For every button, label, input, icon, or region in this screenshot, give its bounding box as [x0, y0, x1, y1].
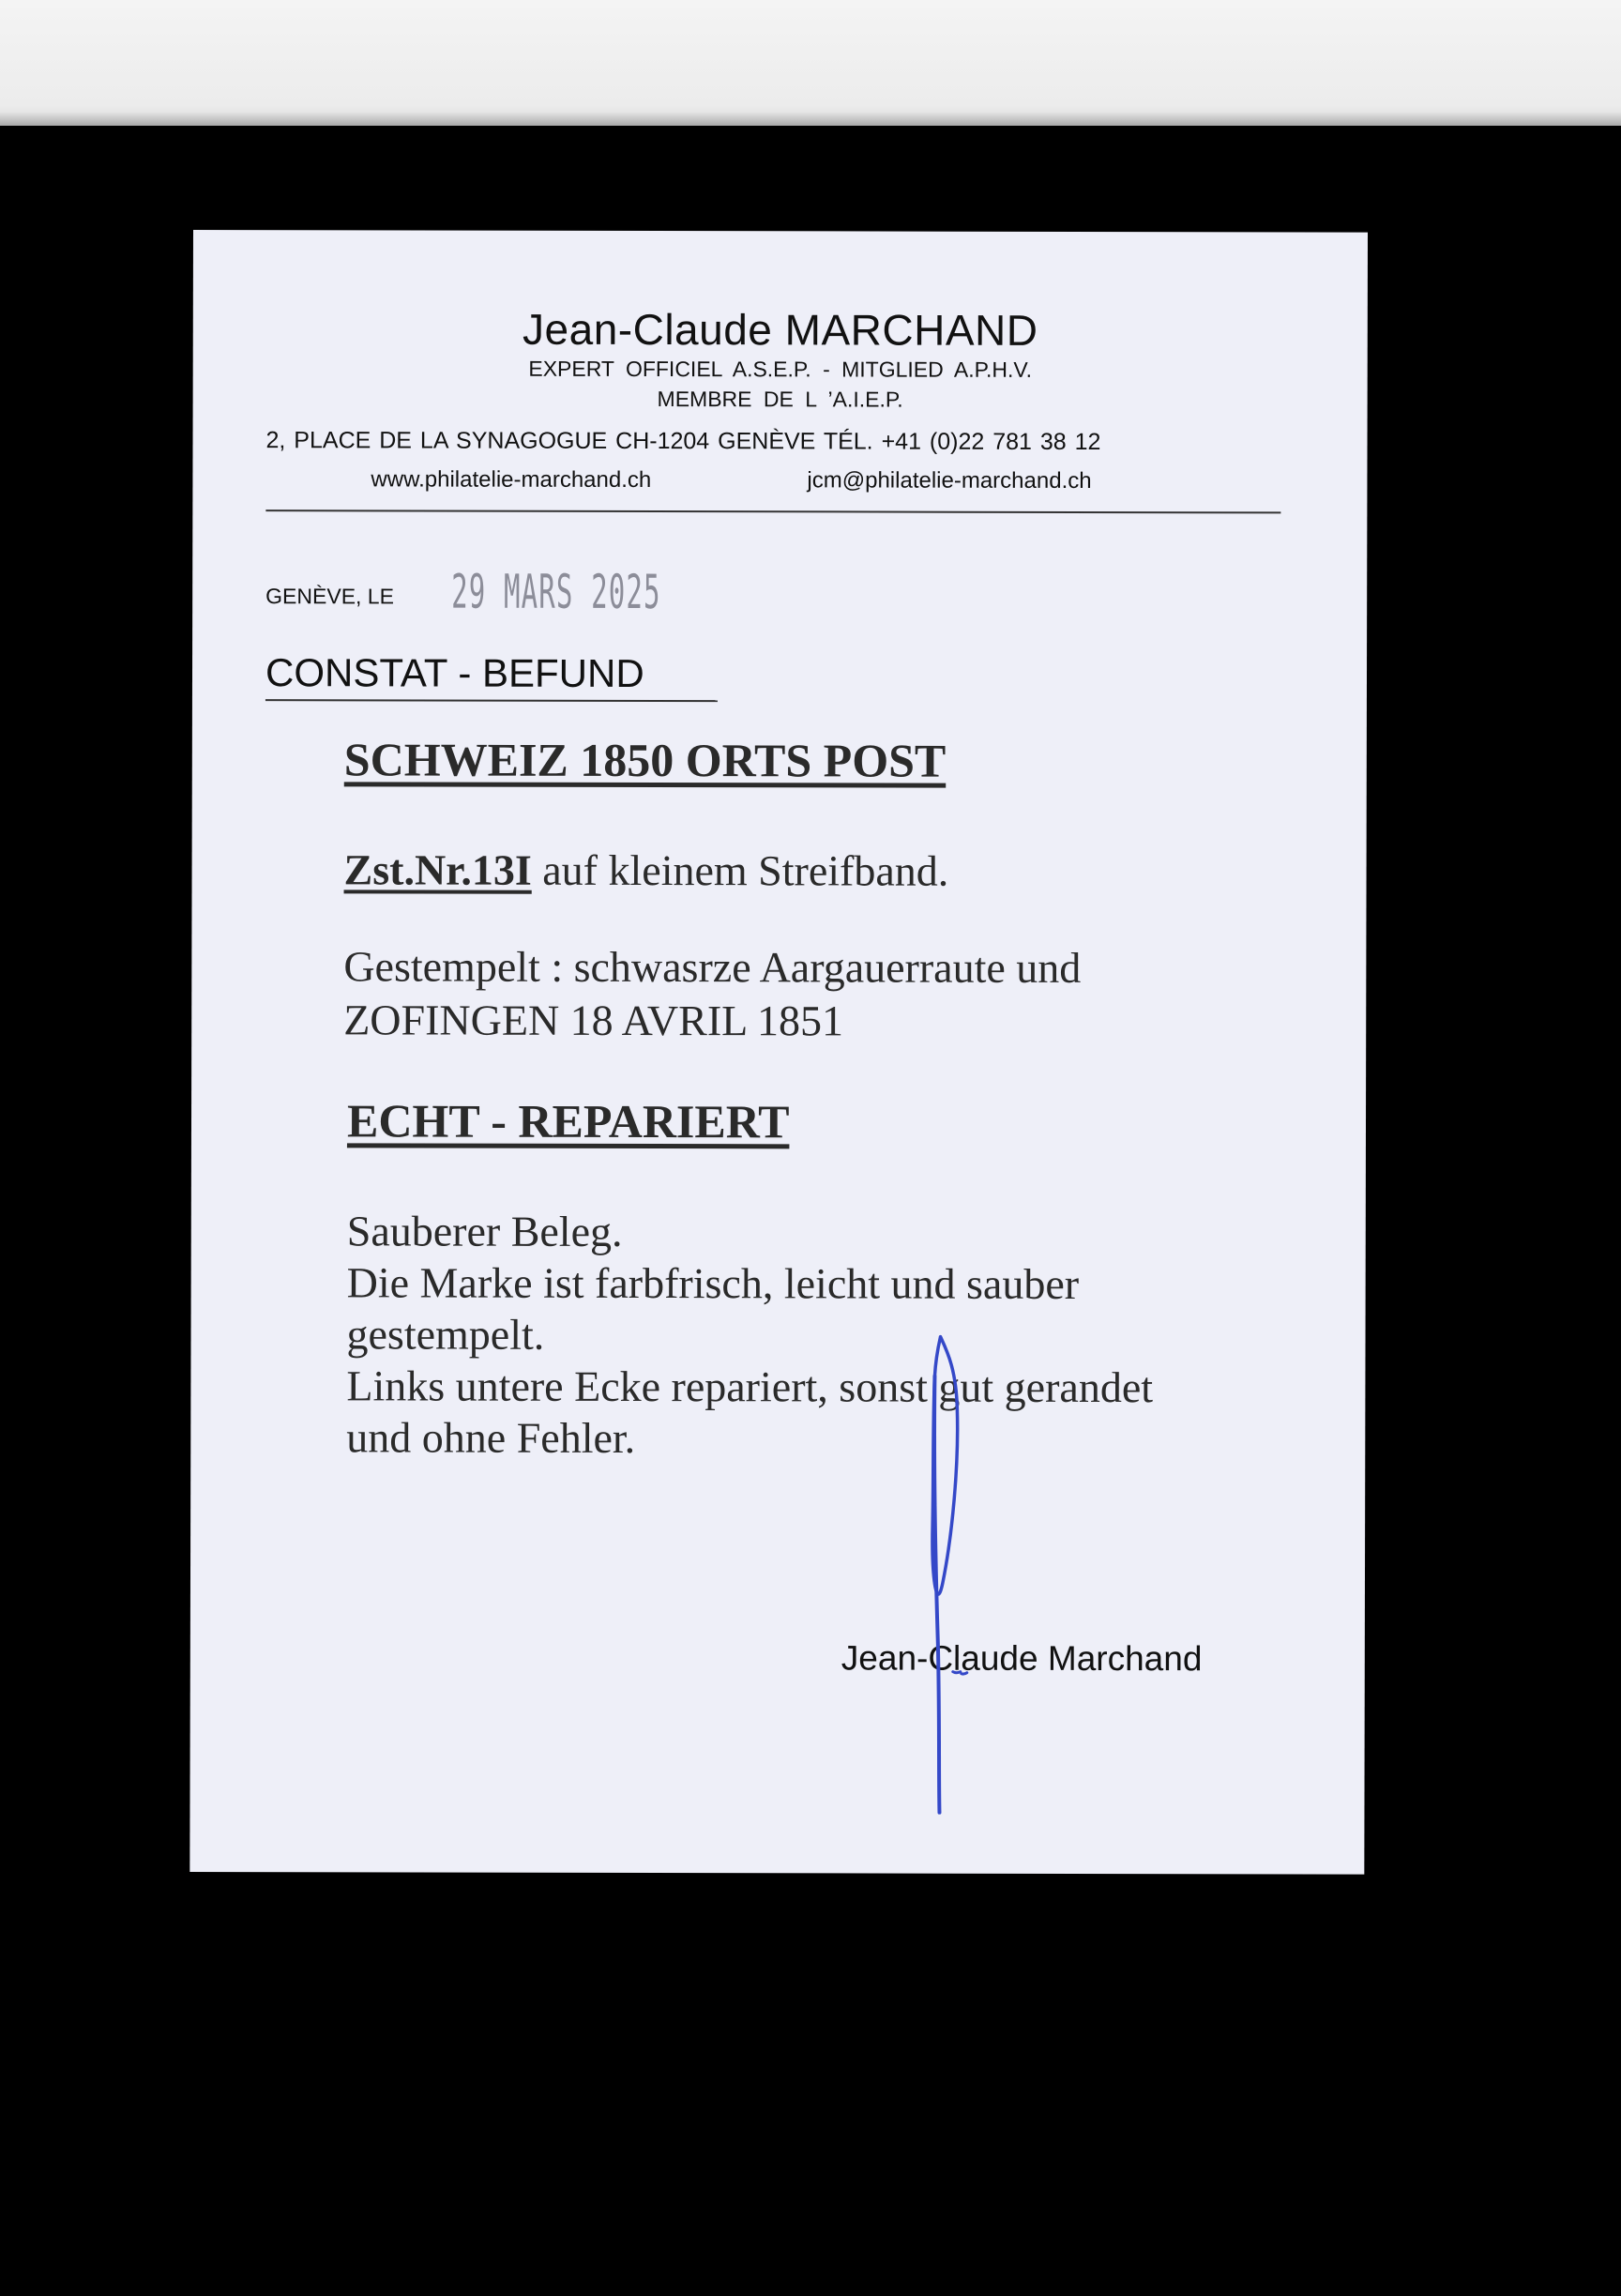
handwritten-signature — [902, 1334, 997, 1822]
expert-address: 2, PLACE DE LA SYNAGOGUE CH-1204 GENÈVE TÉL. +41 (0)22 781 38 12 — [265, 427, 1101, 456]
website-link[interactable]: www.philatelie-marchand.ch — [371, 466, 652, 494]
expert-credentials-line2: MEMBRE DE L ’A.I.E.P. — [657, 387, 903, 412]
signer-name: Jean-Claude Marchand — [841, 1638, 1203, 1679]
certificate-heading: CONSTAT - BEFUND — [265, 650, 644, 696]
verdict: ECHT - REPARIERT — [346, 1094, 790, 1148]
cancellation-line1: Gestempelt : schwasrze Aargauerraute und — [343, 942, 1082, 992]
scanner-lid-edge — [0, 113, 1621, 126]
description-line: Sauberer Beleg. — [346, 1207, 623, 1255]
description-line: gestempelt. — [346, 1310, 545, 1359]
catalogue-line — [344, 844, 949, 895]
date-label: GENÈVE, LE — [265, 584, 394, 609]
description-line: Links untere Ecke repariert, sonst gut gerandet — [346, 1361, 1154, 1412]
catalogue-number: Zst.Nr.13I — [343, 845, 532, 894]
catalogue-description: auf kleinem Streifband. — [531, 845, 949, 895]
description-line: und ohne Fehler. — [346, 1413, 636, 1462]
date-stamp: 29 MARS 2025 — [451, 564, 661, 620]
expert-credentials-line1: EXPERT OFFICIEL A.S.E.P. - MITGLIED A.P.H.V. — [528, 356, 1033, 382]
stamp-subject: SCHWEIZ 1850 ORTS POST — [343, 733, 947, 787]
description-line: Die Marke ist farbfrisch, leicht und sauber — [346, 1258, 1080, 1308]
scanner-lid — [0, 0, 1621, 125]
heading-underline — [265, 699, 718, 702]
cancellation-line2: ZOFINGEN 18 AVRIL 1851 — [343, 996, 844, 1045]
letterhead-divider — [265, 509, 1280, 513]
expert-name: Jean-Claude MARCHAND — [523, 304, 1038, 355]
email-link[interactable]: jcm@philatelie-marchand.ch — [807, 467, 1092, 494]
certificate-sheet — [189, 230, 1368, 1875]
